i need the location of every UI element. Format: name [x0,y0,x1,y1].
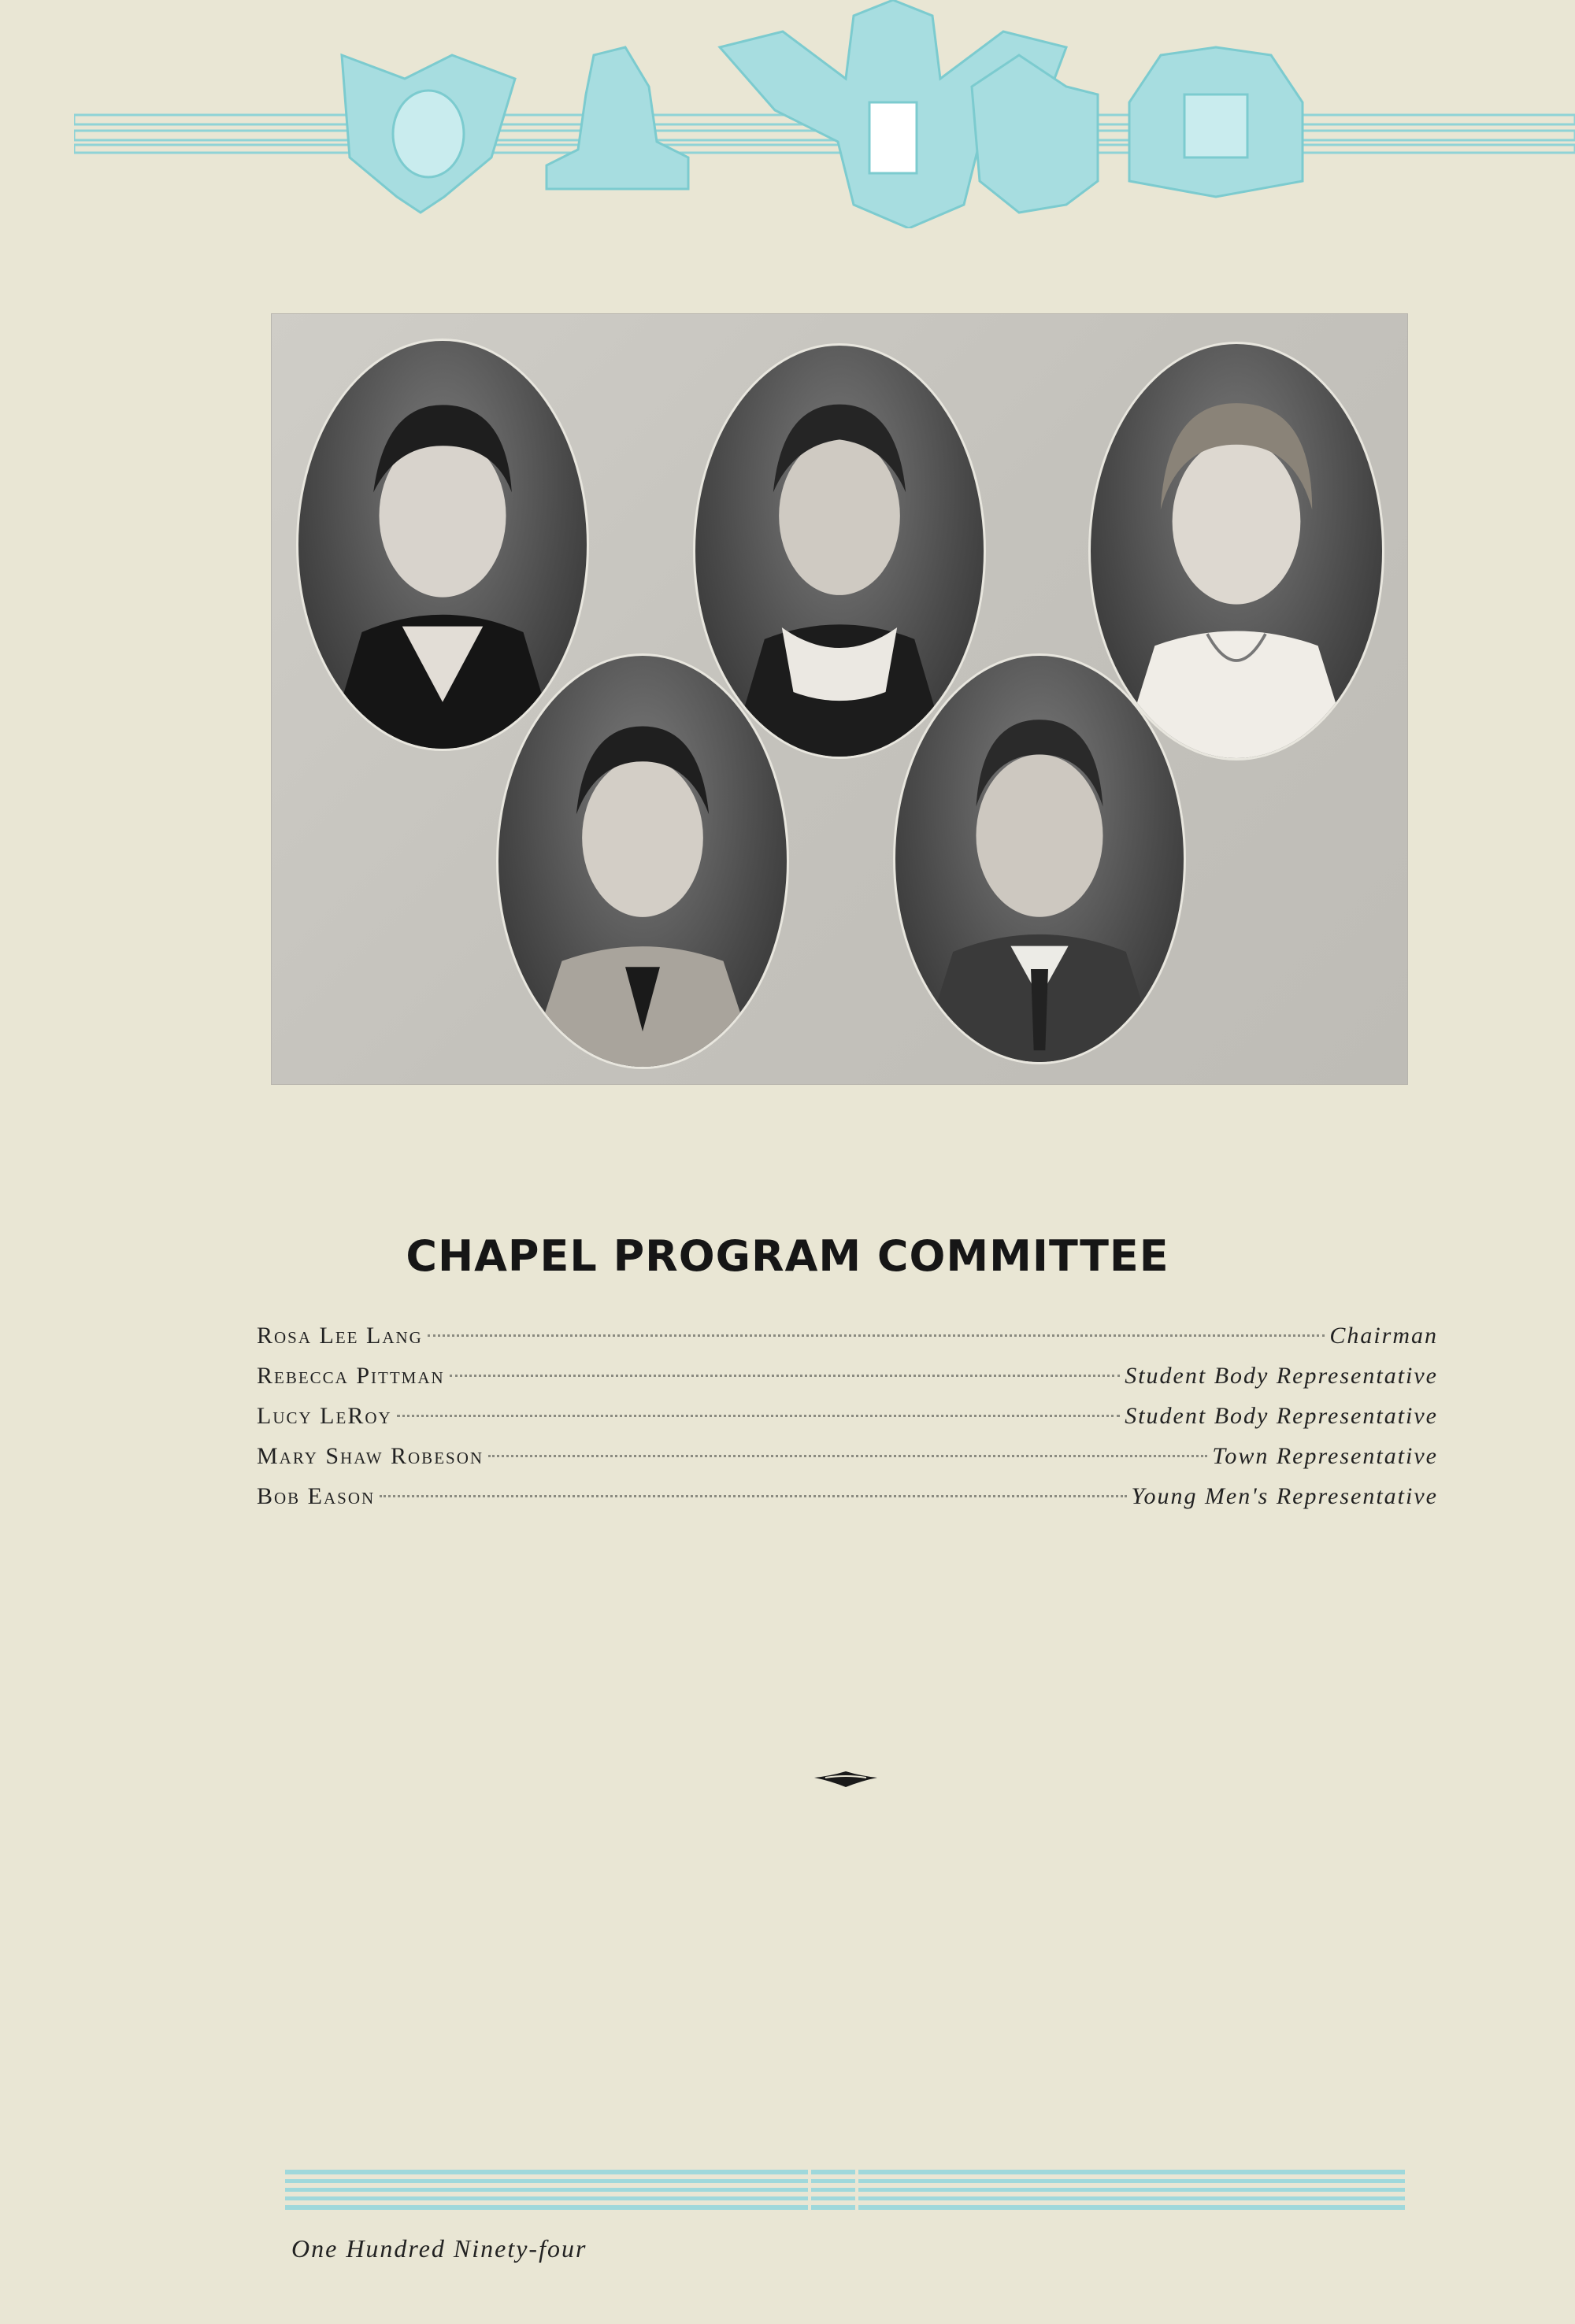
portrait-photo-4 [496,653,789,1069]
portrait-photo-5 [893,653,1186,1064]
member-role: Town Representative [1212,1443,1438,1469]
dot-leader [397,1415,1121,1417]
dot-leader [488,1455,1207,1457]
roster-row [257,1483,1438,1523]
member-role: Student Body Representative [1125,1363,1438,1389]
roster-row [257,1323,1438,1363]
page-number: One Hundred Ninety-four [291,2234,587,2263]
member-role: Young Men's Representative [1131,1483,1438,1509]
diamond-flourish-icon [814,1770,877,1789]
member-name: Rosa Lee Lang [257,1323,423,1349]
member-role: Chairman [1329,1323,1438,1349]
roster-row [257,1403,1438,1443]
roster-row [257,1443,1438,1483]
committee-roster [257,1323,1438,1523]
member-name: Lucy LeRoy [257,1403,392,1429]
dot-leader [428,1334,1325,1337]
dot-leader [380,1495,1126,1497]
portrait-photo-2 [693,343,986,759]
portrait-photo-1 [296,339,589,751]
portrait-photo-panel [271,313,1408,1085]
member-name: Bob Eason [257,1483,376,1509]
portrait-photo-3 [1088,342,1384,760]
header-crest-band [74,0,1575,228]
roster-row [257,1363,1438,1403]
dot-leader [450,1375,1121,1377]
member-role: Student Body Representative [1125,1403,1438,1429]
member-name: Rebecca Pittman [257,1363,445,1389]
member-name: Mary Shaw Robeson [257,1443,484,1469]
footer-striped-rule [285,2168,1405,2212]
page-title: CHAPEL PROGRAM COMMITTEE [406,1231,1169,1281]
